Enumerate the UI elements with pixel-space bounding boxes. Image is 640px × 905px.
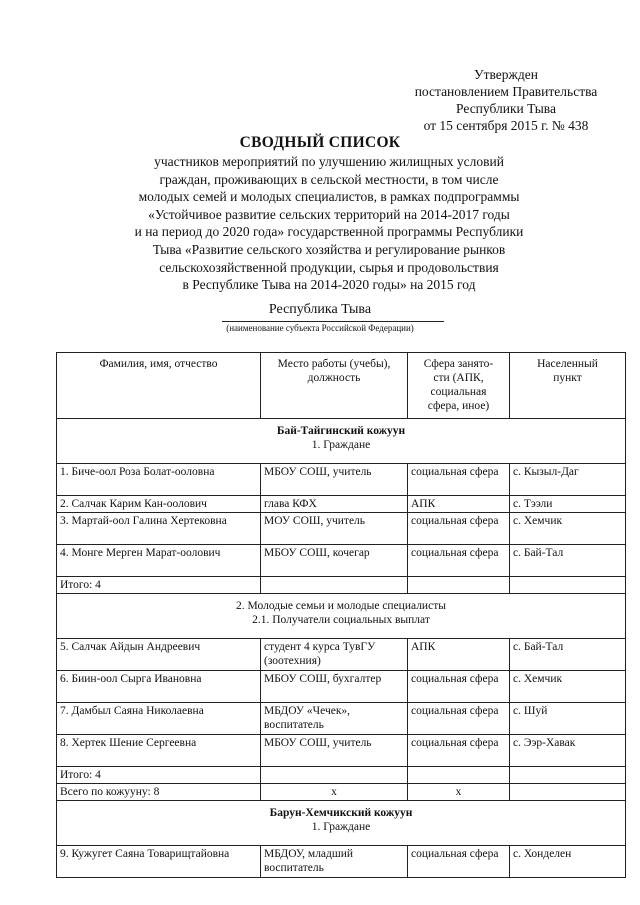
cell-empty [510, 767, 626, 784]
approval-line: от 15 сентября 2015 г. № 438 [423, 118, 589, 133]
cell-x: х [408, 784, 510, 801]
cell-sphere: социальная сфера [408, 735, 510, 767]
cell-sphere: социальная сфера [408, 671, 510, 703]
cell-work: глава КФХ [261, 496, 408, 513]
cell-name: 1. Биче-оол Роза Болат-ооловна [57, 464, 261, 496]
header-line: Сфера занято- [423, 358, 494, 370]
section-row [57, 594, 626, 639]
cell-place: с. Шуй [510, 703, 626, 735]
approval-line: Республики Тыва [456, 101, 556, 116]
cell-empty [510, 784, 626, 801]
subsection-name: 2. Молодые семьи и молодые специалисты [236, 600, 446, 612]
approval-block [395, 66, 617, 134]
cell-empty [408, 767, 510, 784]
subtitle-line: в Республике Тыва на 2014-2020 годы» на 2015 год [182, 277, 476, 293]
region-caption: (наименование субъекта Российской Федерации) [226, 323, 414, 333]
approval-line: Утвержден [474, 67, 538, 82]
header-line: сфера, иное) [427, 400, 490, 412]
cell-place: с. Кызыл-Даг [510, 464, 626, 496]
section-cell [57, 801, 626, 846]
header-fio: Фамилия, имя, отчество [57, 353, 261, 419]
cell-place: с. Хемчик [510, 671, 626, 703]
section-row [57, 419, 626, 464]
cell-work: МОУ СОШ, учитель [261, 513, 408, 545]
cell-work: МБОУ СОШ, бухгалтер [261, 671, 408, 703]
cell-place: с. Хемчик [510, 513, 626, 545]
cell-total: Итого: 4 [57, 767, 261, 784]
cell-empty [261, 577, 408, 594]
subtitle-line: молодых семей и молодых специалистов, в рамках подпрограммы [138, 189, 520, 205]
section-cell [57, 419, 626, 464]
cell-sphere: социальная сфера [408, 464, 510, 496]
kozhuun-name: Бай-Тайгинский кожуун [276, 425, 406, 437]
subtitle-line: Тыва «Развитие сельского хозяйства и регулирование рынков [152, 241, 506, 257]
cell-sphere: социальная сфера [408, 703, 510, 735]
cell-name: 7. Дамбыл Саяна Николаевна [57, 703, 261, 735]
subtitle-line: участников мероприятий по улучшению жилищных условий [154, 154, 504, 169]
cell-name: 6. Биин-оол Сырга Ивановна [57, 671, 261, 703]
document-title: СВОДНЫЙ СПИСОК [239, 134, 401, 151]
cell-place: с. Тээли [510, 496, 626, 513]
section-row [57, 801, 626, 846]
header-sphere [408, 353, 510, 419]
cell-name: 3. Мартай-оол Галина Хертековна [57, 513, 261, 545]
subsection-name: 1. Граждане [311, 439, 371, 451]
document-subtitle [90, 153, 568, 294]
total-row [57, 577, 626, 594]
kozhuun-total-row [57, 784, 626, 801]
region-underline [222, 321, 444, 322]
cell-sphere: АПК [408, 496, 510, 513]
cell-name: 2. Салчак Карим Кан-оолович [57, 496, 261, 513]
header-line: Место работы (учебы), [277, 358, 391, 370]
cell-place: с. Хонделен [510, 846, 626, 878]
subsection-name: 2.1. Получатели социальных выплат [252, 614, 430, 626]
header-line: сти (АПК, [433, 372, 484, 384]
cell-work: МБОУ СОШ, учитель [261, 464, 408, 496]
table-row [57, 513, 626, 545]
cell-name: 9. Кужугет Саяна Товарищтайовна [57, 846, 261, 878]
cell-empty [510, 577, 626, 594]
subtitle-line: граждан, проживающих в сельской местности, в том числе [159, 171, 499, 187]
cell-place: с. Ээр-Хавак [510, 735, 626, 767]
table-row [57, 703, 626, 735]
cell-place: с. Бай-Тал [510, 639, 626, 671]
region-name: Республика Тыва [268, 302, 372, 317]
cell-work: МБДОУ, младший воспитатель [261, 846, 408, 878]
cell-sphere: АПК [408, 639, 510, 671]
cell-name: 5. Салчак Айдын Андреевич [57, 639, 261, 671]
table-row [57, 671, 626, 703]
table-row [57, 846, 626, 878]
cell-name: 8. Хертек Шение Сергеевна [57, 735, 261, 767]
participants-table [56, 352, 626, 878]
cell-total: Всего по кожууну: 8 [57, 784, 261, 801]
header-line: Населенный [537, 358, 598, 370]
subsection-name: 1. Граждане [311, 821, 371, 833]
table-header-row [57, 353, 626, 419]
header-line: должность [307, 372, 361, 384]
cell-empty [261, 767, 408, 784]
cell-work: студент 4 курса ТувГУ (зоотехния) [261, 639, 408, 671]
approval-line: постановлением Правительства [414, 84, 598, 99]
cell-sphere: социальная сфера [408, 545, 510, 577]
table-row [57, 735, 626, 767]
header-place [510, 353, 626, 419]
cell-work: МБОУ СОШ, учитель [261, 735, 408, 767]
table-row [57, 496, 626, 513]
cell-work: МБДОУ «Чечек», воспитатель [261, 703, 408, 735]
table-row [57, 545, 626, 577]
table-row [57, 464, 626, 496]
cell-place: с. Бай-Тал [510, 545, 626, 577]
subtitle-line: и на период до 2020 года» государственной программы Республики [134, 224, 524, 240]
cell-work: МБОУ СОШ, кочегар [261, 545, 408, 577]
subtitle-line: сельскохозяйственной продукции, сырья и продовольствия [159, 259, 499, 275]
cell-total: Итого: 4 [57, 577, 261, 594]
cell-name: 4. Монге Мерген Марат-оолович [57, 545, 261, 577]
subtitle-line: «Устойчивое развитие сельских территорий на 2014-2017 годы [148, 206, 510, 222]
cell-sphere: социальная сфера [408, 846, 510, 878]
table-row [57, 639, 626, 671]
cell-x: х [261, 784, 408, 801]
header-work [261, 353, 408, 419]
header-line: социальная [430, 386, 487, 398]
cell-empty [408, 577, 510, 594]
section-cell [57, 594, 626, 639]
header-line: пункт [553, 372, 582, 384]
total-row [57, 767, 626, 784]
kozhuun-name: Барун-Хемчикский кожуун [269, 807, 413, 819]
cell-sphere: социальная сфера [408, 513, 510, 545]
